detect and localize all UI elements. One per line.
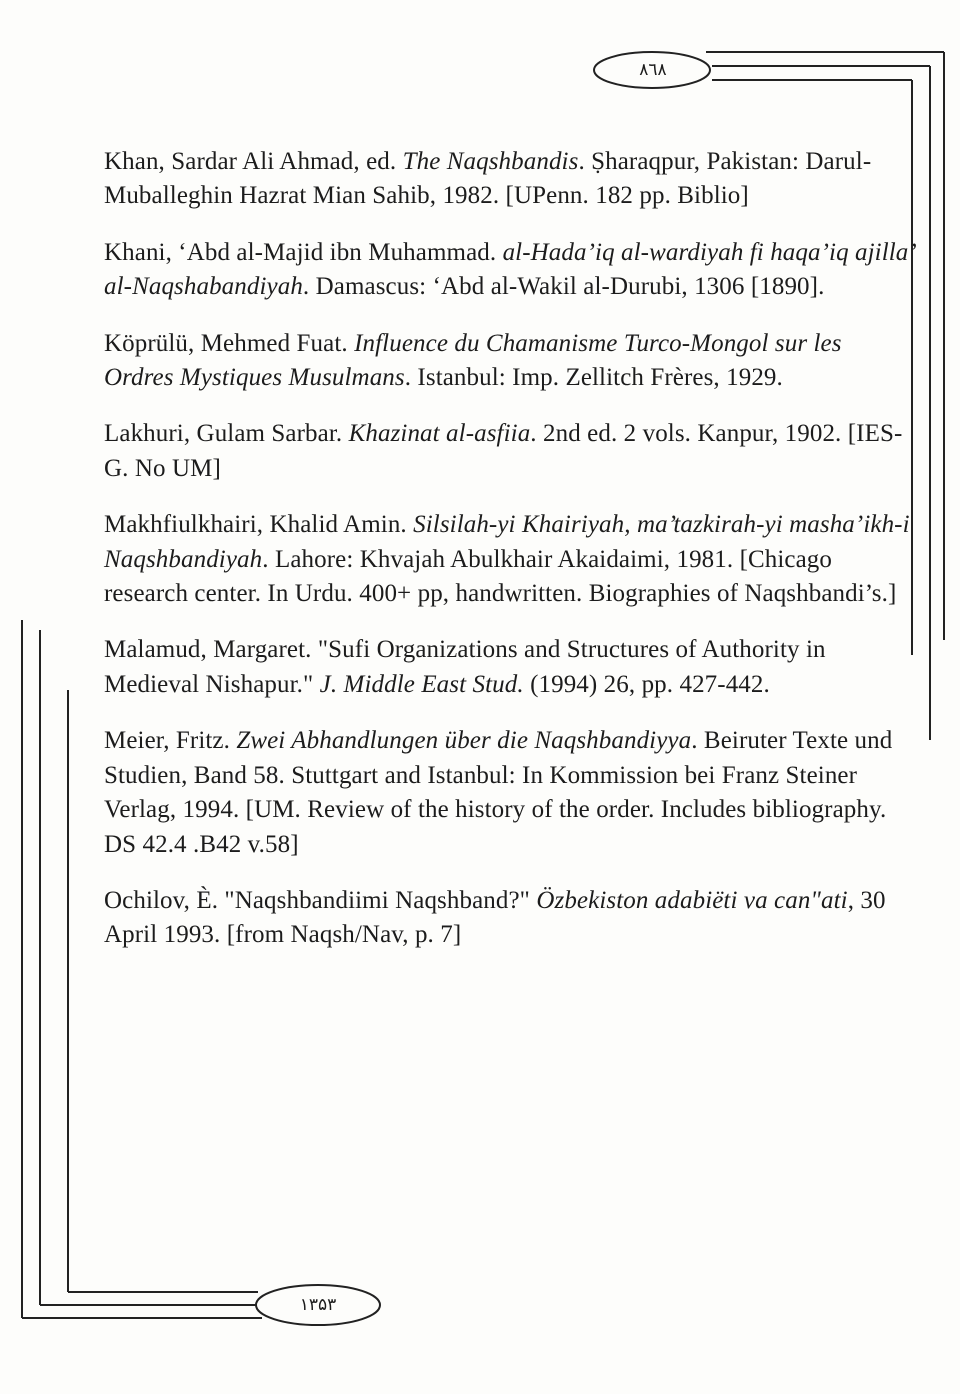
entry-details: . 2nd ed. 2 vols. Kanpur, 1902. [IES-G. No UM]	[104, 420, 903, 482]
entry-title: J. Middle East Stud.	[319, 670, 524, 698]
entry-details: (1994) 26, pp. 427-442.	[523, 670, 770, 698]
entry-author: Ochilov, È. "Naqshbandiimi Naqshband?"	[104, 886, 530, 914]
entry-details: . Istanbul: Imp. Zellitch Frères, 1929.	[404, 364, 783, 392]
bibliography-entry	[104, 417, 916, 486]
entry-author: Lakhuri, Gulam Sarbar.	[104, 420, 343, 448]
bibliography-entry	[104, 145, 916, 214]
bibliography-list	[104, 145, 916, 975]
entry-details: . Damascus: ‘Abd al-Wakil al-Durubi, 1306 [1890].	[302, 273, 825, 301]
entry-author: Köprülü, Mehmed Fuat.	[104, 329, 348, 357]
entry-title: Influence du Chamanisme Turco-Mongol sur les Ordres Mystiques Musulmans	[104, 329, 842, 392]
page-number-bottom: ۱۳۵٣	[299, 1295, 337, 1315]
entry-author: Malamud, Margaret. "Sufi Organizations and Structures of Authority in Medieval Nishapur."	[104, 636, 826, 698]
entry-details: . Beiruter Texte und Studien, Band 58. Stuttgart and Istanbul: In Kommission bei Franz Steiner Verlag, 1994. [UM. Review of the history of the order. Includes bibliography. DS 42.4 .B42 v.58]	[104, 727, 893, 858]
entry-details: , 30 April 1993. [from Naqsh/Nav, p. 7]	[104, 886, 886, 949]
entry-details: . Lahore: Khvajah Abulkhair Akaidaimi, 1981. [Chicago research center. In Urdu. 400+ pp, handwritten. Biographies of Naqshbandi’s.]	[104, 545, 897, 608]
entry-author: Meier, Fritz.	[104, 727, 230, 755]
entry-title: Silsilah-yi Khairiyah, ma’tazkirah-yi masha’ikh-i Naqshbandiyah	[104, 511, 910, 573]
entry-title: Khazinat al-asfiia	[348, 420, 531, 448]
entry-author: Makhfiulkhairi, Khalid Amin.	[104, 511, 407, 539]
bibliography-entry	[104, 327, 916, 396]
entry-title: Zwei Abhandlungen über die Naqshbandiyya	[236, 727, 692, 755]
bibliography-entry	[104, 884, 916, 953]
entry-title: al-Hada’iq al-wardiyah fi haqa’iq ajilla’ al-Naqshabandiyah	[104, 238, 915, 301]
entry-title: The Naqshbandis	[402, 148, 579, 175]
page-number-top: ٨٦٨	[639, 60, 667, 80]
entry-title: Özbekiston adabiëti va can"ati	[536, 886, 848, 914]
entry-author: Khani, ‘Abd al-Majid ibn Muhammad.	[104, 238, 497, 266]
bibliography-entry	[104, 508, 916, 611]
entry-author: Khan, Sardar Ali Ahmad, ed.	[104, 148, 397, 175]
bibliography-entry	[104, 236, 916, 305]
bibliography-entry	[104, 633, 916, 702]
bibliography-entry	[104, 724, 916, 862]
entry-details: . Ṣharaqpur, Pakistan: Darul-Muballeghin Hazrat Mian Sahib, 1982. [UPenn. 182 pp. Biblio]	[104, 148, 872, 210]
